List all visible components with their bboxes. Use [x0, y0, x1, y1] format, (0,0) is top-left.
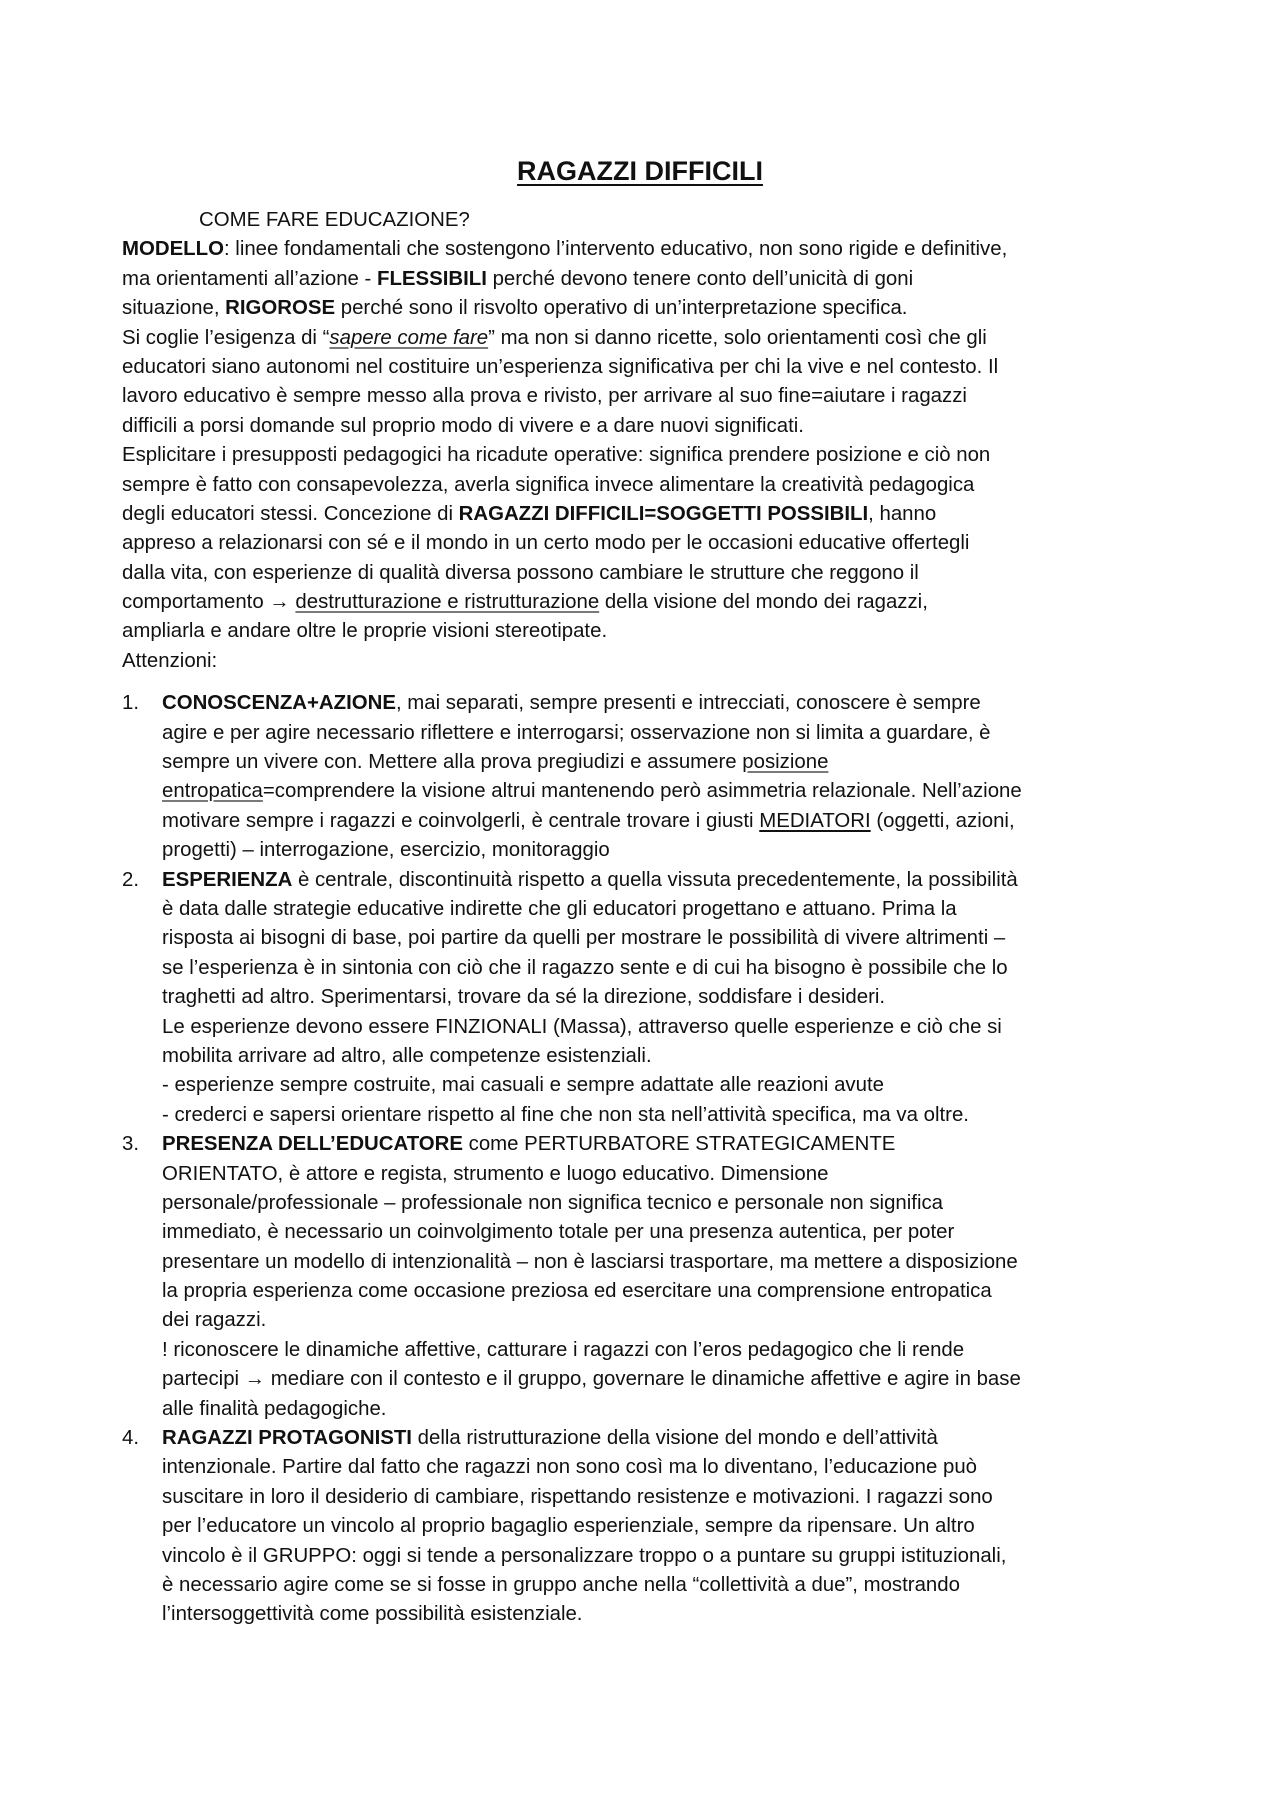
text-line: - esperienze sempre costruite, mai casuali e sempre adattate alle reazioni avute [162, 1074, 884, 1097]
spacer [122, 676, 1182, 689]
paragraph-sapere-fare [122, 324, 1182, 442]
bold-term: CONOSCENZA+AZIONE [162, 692, 396, 715]
text-line: per l’educatore un vincolo al proprio bagaglio esperienziale, sempre da ripensare. Un altro [162, 1515, 975, 1538]
text-line: l’intersoggettività come possibilità esistenziale. [162, 1603, 583, 1626]
bold-term: MODELLO [122, 238, 224, 261]
text-line [122, 689, 1182, 718]
list-item [122, 1424, 1182, 1630]
text-line: Esplicitare i presupposti pedagogici ha ricadute operative: significa prendere posizione e ciò non [122, 444, 991, 467]
text-line [122, 777, 1182, 806]
text-line: la propria esperienza come occasione preziosa ed esercitare una comprensione entropatica [162, 1280, 992, 1303]
text-line: traghetti ad altro. Sperimentarsi, trovare da sé la direzione, soddisfare i desideri. [162, 986, 886, 1009]
subtitle: COME FARE EDUCAZIONE? [199, 209, 470, 231]
underlined-term: entropatica [162, 780, 263, 803]
document-body [122, 206, 1182, 1630]
bold-term: RIGOROSE [225, 297, 336, 320]
text-line: se l’esperienza è in sintonia con ciò che il ragazzo sente e di cui ha bisogno è possibile che lo [162, 956, 1008, 979]
underlined-term: destrutturazione e ristrutturazione [295, 591, 600, 614]
text-line: mobilita arrivare ad altro, alle competenze esistenziali. [162, 1044, 652, 1067]
text-line: suscitare in loro il desiderio di cambiare, rispettando resistenze e motivazioni. I ragazzi sono [162, 1485, 993, 1508]
list-item [122, 689, 1182, 865]
text-line: dei ragazzi. [162, 1309, 267, 1332]
text-line: - crederci e sapersi orientare rispetto al fine che non sta nell’attività specifica, ma va oltre. [162, 1103, 969, 1126]
text-span: ” ma non si danno ricette, solo orientamenti così che gli [488, 326, 987, 349]
text-line [122, 265, 1182, 294]
text-line: personale/professionale – professionale non significa tecnico e personale non significa [162, 1191, 944, 1214]
attenzioni-label: Attenzioni: [122, 649, 218, 672]
italic-underlined-term: sapere come fare [329, 326, 489, 349]
text-line [122, 866, 1182, 895]
text-line: immediato, è necessario un coinvolgimento totale per una presenza autentica, per poter [162, 1221, 955, 1244]
list-item [122, 1130, 1182, 1424]
text-line: dalla vita, con esperienze di qualità diversa possono cambiare le strutture che reggono il [122, 561, 919, 584]
text-line [122, 1365, 1182, 1394]
text-line: presentare un modello di intenzionalità – non è lasciarsi trasportare, ma mettere a disposizione [162, 1250, 1018, 1273]
text-line [122, 1130, 1182, 1159]
text-span: situazione, [122, 297, 226, 320]
text-line: vincolo è il GRUPPO: oggi si tende a personalizzare troppo o a puntare su gruppi istituzionali, [162, 1544, 1007, 1567]
text-span: come PERTURBATORE STRATEGICAMENTE [462, 1133, 896, 1156]
text-line: ampliarla e andare oltre le proprie visioni stereotipate. [122, 620, 608, 643]
text-line [122, 500, 1182, 529]
text-span: comportamento [122, 591, 270, 614]
text-span: : linee fondamentali che sostengono l’intervento educativo, non sono rigide e definitive, [223, 238, 1008, 261]
text-line: ! riconoscere le dinamiche affettive, catturare i ragazzi con l’eros pedagogico che li rende [162, 1338, 965, 1361]
arrow-icon: → [244, 1368, 266, 1391]
bold-term: RAGAZZI DIFFICILI=SOGGETTI POSSIBILI [458, 502, 869, 525]
text-line: è data dalle strategie educative indirette che gli educatori progettano e attuano. Prima la [162, 897, 957, 920]
text-line [122, 294, 1182, 323]
list-item [122, 866, 1182, 1131]
text-line: progetti) – interrogazione, esercizio, monitoraggio [162, 839, 610, 862]
text-line: Le esperienze devono essere FINZIONALI (Massa), attraverso quelle esperienze e ciò che si [162, 1015, 1002, 1038]
text-span: ma orientamenti all’azione - [122, 267, 378, 290]
text-span: sempre un vivere con. Mettere alla prova pregiudizi e assumere [162, 751, 743, 774]
text-line [122, 807, 1182, 836]
text-line [122, 748, 1182, 777]
text-line: alle finalità pedagogiche. [162, 1397, 387, 1420]
text-span: , hanno [868, 502, 937, 525]
underlined-term: MEDIATORI [759, 809, 871, 832]
bold-term: RAGAZZI PROTAGONISTI [162, 1427, 412, 1450]
list-number: 2. [122, 868, 140, 891]
text-span: della ristrutturazione della visione del mondo e dell’attività [411, 1427, 938, 1450]
text-span: della visione del mondo dei ragazzi, [599, 591, 928, 614]
text-span: è centrale, discontinuità rispetto a quella vissuta precedentemente, la possibilità [292, 868, 1018, 891]
text-line: intenzionale. Partire dal fatto che ragazzi non sono così ma lo diventano, l’educazione può [162, 1456, 978, 1479]
paragraph-presupposti [122, 441, 1182, 676]
page-title: RAGAZZI DIFFICILI [517, 156, 763, 186]
text-line: appreso a relazionarsi con sé e il mondo in un certo modo per le occasioni educative offertegli [122, 532, 970, 555]
text-line: agire e per agire necessario riflettere e interrogarsi; osservazione non si limita a guardare, è [162, 721, 991, 744]
text-line [122, 1424, 1182, 1453]
text-span: partecipi [162, 1368, 245, 1391]
bold-term: PRESENZA DELL’EDUCATORE [162, 1133, 463, 1156]
text-line: lavoro educativo è sempre messo alla prova e rivisto, per arrivare al suo fine=aiutare i ragazzi [122, 385, 967, 408]
text-span: degli educatori stessi. Concezione di [122, 502, 459, 525]
text-span: Si coglie l’esigenza di “ [122, 326, 330, 349]
text-line: risposta ai bisogni di base, poi partire da quelli per mostrare le possibilità di vivere altrimenti – [162, 927, 1006, 950]
text-span: perché devono tenere conto dell’unicità di goni [486, 267, 914, 290]
text-span: , mai separati, sempre presenti e intrecciati, conoscere è sempre [395, 692, 981, 715]
text-span: =comprendere la visione altrui mantenendo però asimmetria relazionale. Nell’azione [262, 780, 1022, 803]
list-number: 3. [122, 1133, 140, 1156]
text-span: mediare con il contesto e il gruppo, governare le dinamiche affettive e agire in base [265, 1368, 1021, 1391]
paragraph-modello [122, 235, 1182, 323]
text-line: è necessario agire come se si fosse in gruppo anche nella “collettività a due”, mostrando [162, 1573, 960, 1596]
text-line: difficili a porsi domande sul proprio modo di vivere e a dare nuovi significati. [122, 414, 804, 437]
list-number: 4. [122, 1427, 140, 1450]
text-span: motivare sempre i ragazzi e coinvolgerli, è centrale trovare i giusti [162, 809, 760, 832]
bold-term: ESPERIENZA [162, 868, 293, 891]
text-span: (oggetti, azioni, [870, 809, 1015, 832]
text-line [122, 324, 1182, 353]
list-number: 1. [122, 692, 140, 715]
underlined-term: posizione [742, 751, 829, 774]
text-line: ORIENTATO, è attore e regista, strumento e luogo educativo. Dimensione [162, 1162, 829, 1185]
text-line [122, 235, 1182, 264]
text-line: sempre è fatto con consapevolezza, averla significa invece alimentare la creatività pedagogica [122, 473, 975, 496]
arrow-icon: → [269, 591, 290, 614]
text-line: educatori siano autonomi nel costituire un’esperienza significativa per chi la vive e nel contesto. Il [122, 355, 999, 378]
text-line [122, 588, 1182, 617]
bold-term: FLESSIBILI [377, 267, 487, 290]
text-span: perché sono il risvolto operativo di un’interpretazione specifica. [335, 297, 908, 320]
